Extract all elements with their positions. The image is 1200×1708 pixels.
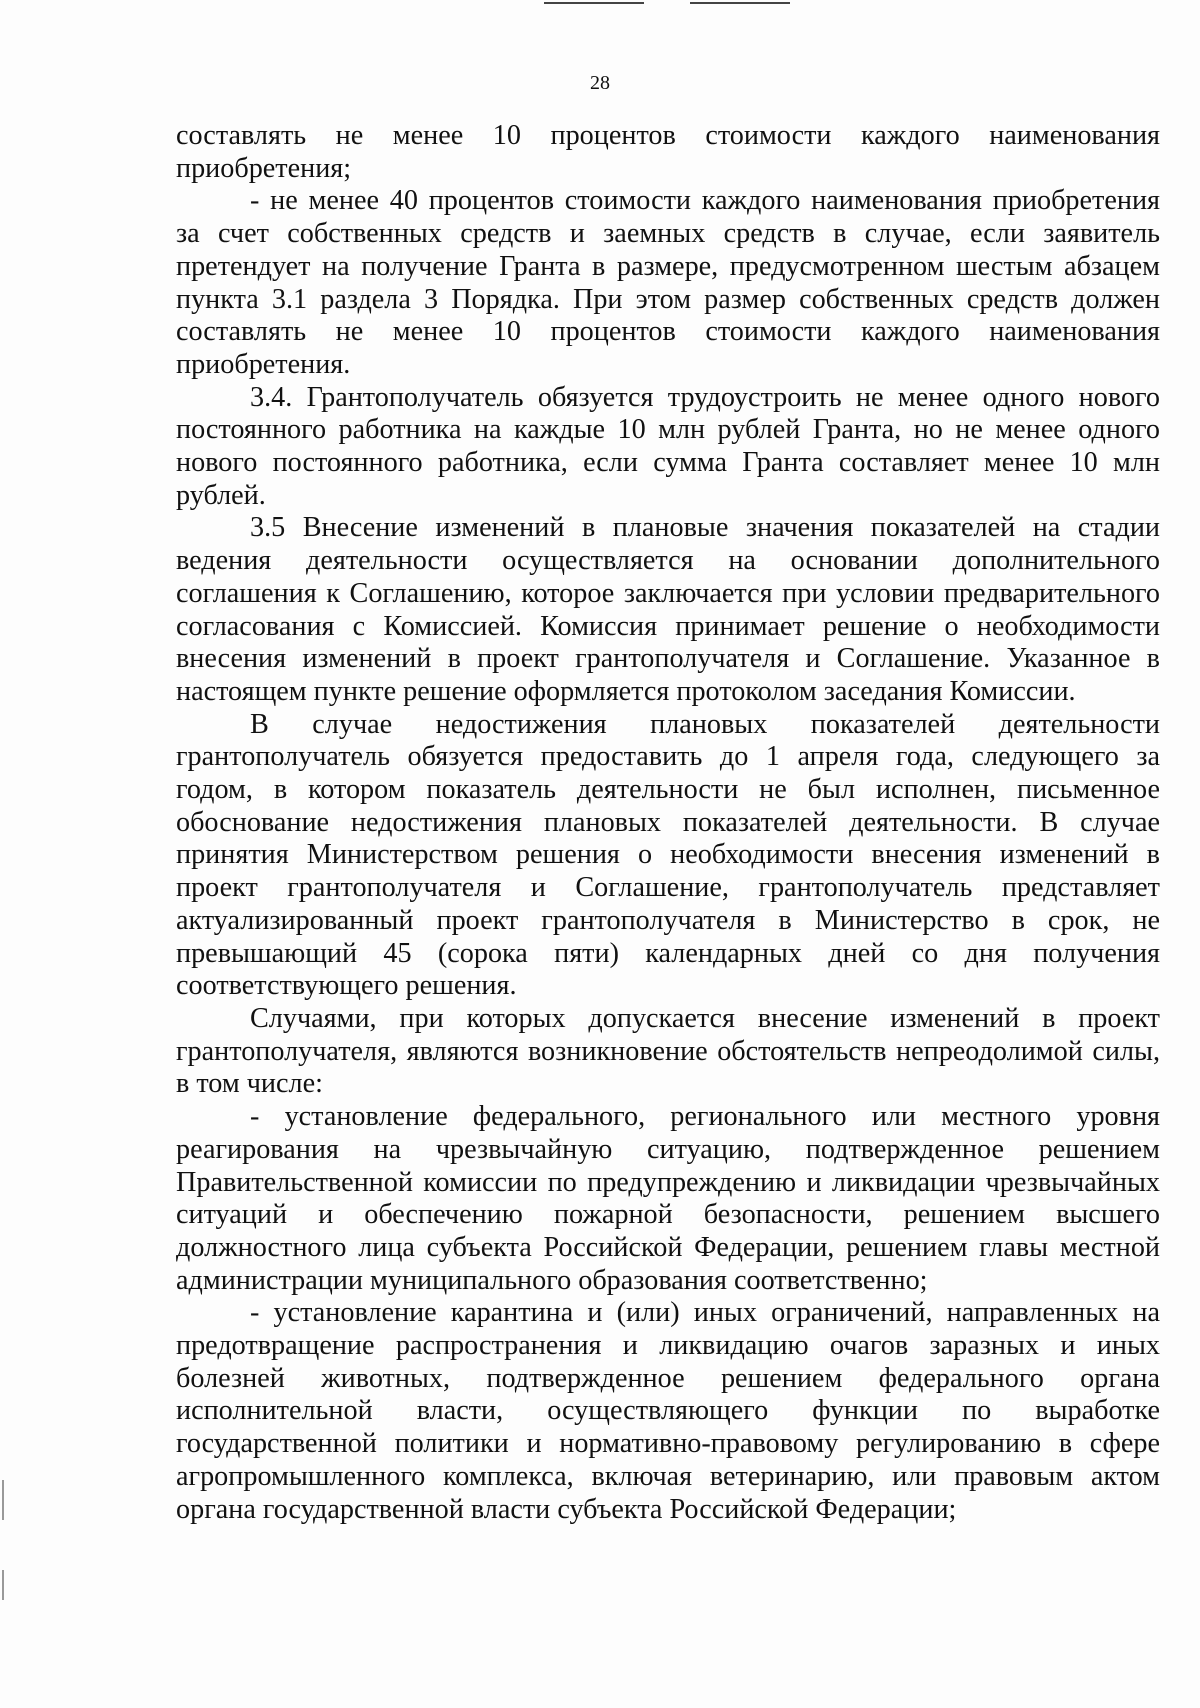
paragraph: В случае недостижения плановых показателей деятельности грантополучатель обязуется предоставить до 1 апреля года, следующего за годом, в котором показатель деятельности не был исполнен, письменное обоснование недостижения плановых показателей деятельности. В случае принятия Министерством решения о необходимости внесения изменений в проект грантополучателя и Соглашение, грантополучатель представляет актуализированный проект грантополучателя в Министерство в срок, не превышающий 45 (сорока пяти) календарных дней со дня получения соответствующего решения. [176, 708, 1160, 1002]
paragraph: - установление федерального, регионального или местного уровня реагирования на чрезвычайную ситуацию, подтвержденное решением Правительственной комиссии по предупреждению и ликвидации чрезвычайных ситуаций и обеспечению пожарной безопасности, решением высшего должностного лица субъекта Российской Федерации, решением главы местной администрации муниципального образования соответственно; [176, 1101, 1160, 1296]
paragraph: - не менее 40 процентов стоимости каждого наименования приобретения за счет собственных средств и заемных средств в случае, если заявитель претендует на получение Гранта в размере, предусмотренном шестым абзацем пункта 3.1 раздела 3 Порядка. При этом размер собственных средств должен составлять не менее 10 процентов стоимости каждого наименования приобретения. [176, 185, 1160, 380]
paragraph: 3.4. Грантополучатель обязуется трудоустроить не менее одного нового постоянного работника на каждые 10 млн рублей Гранта, но не менее одного нового постоянного работника, если сумма Гранта составляет менее 10 млн рублей. [176, 381, 1160, 511]
page-number: 28 [590, 72, 610, 94]
header-rule [544, 2, 644, 4]
scan-artifact [2, 1570, 4, 1600]
scan-artifact [2, 1480, 4, 1520]
paragraph: Случаями, при которых допускается внесение изменений в проект грантополучателя, являются возникновение обстоятельств непреодолимой силы, в том числе: [176, 1002, 1160, 1100]
paragraph: - установление карантина и (или) иных ограничений, направленных на предотвращение распространения и ликвидацию очагов заразных и иных болезней животных, подтвержденное решением федерального органа исполнительной власти, осуществляющего функции по выработке государственной политики и нормативно-правовому регулированию в сфере агропромышленного комплекса, включая ветеринарию, или правовым актом органа государственной власти субъекта Российской Федерации; [176, 1297, 1160, 1525]
document-body [176, 120, 1160, 1526]
header-rule [690, 2, 790, 4]
paragraph: 3.5 Внесение изменений в плановые значения показателей на стадии ведения деятельности осуществляется на основании дополнительного соглашения к Соглашению, которое заключается при условии предварительного согласования с Комиссией. Комиссия принимает решение о необходимости внесения изменений в проект грантополучателя и Соглашение. Указанное в настоящем пункте решение оформляется протоколом заседания Комиссии. [176, 512, 1160, 707]
paragraph: составлять не менее 10 процентов стоимости каждого наименования приобретения; [176, 120, 1160, 184]
